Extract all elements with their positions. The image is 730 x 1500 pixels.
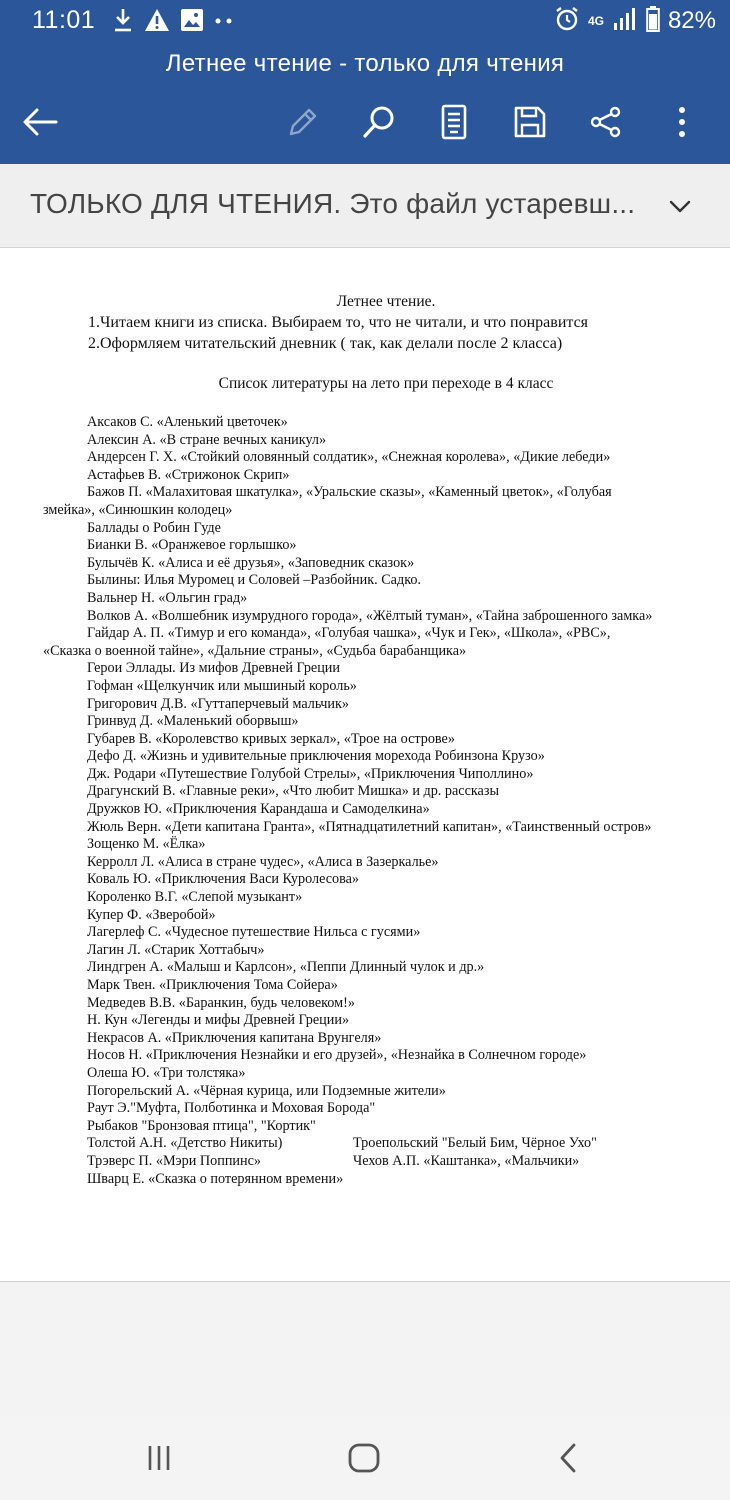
app-header: [0, 0, 730, 164]
list-item: [0, 977, 730, 995]
status-left-icons: [112, 8, 234, 36]
list-item-text: Зощенко М. «Ёлка»: [87, 836, 206, 853]
list-item-text: Жюль Верн. «Дети капитана Гранта», «Пятнадцатилетний капитан», «Таинственный остров»: [87, 818, 652, 835]
list-item-text: Лагин Л. «Старик Хоттабыч»: [87, 941, 265, 958]
list-item: [0, 1100, 730, 1118]
list-item: [0, 1118, 730, 1136]
list-item-text: Драгунский В. «Главные реки», «Что любит Мишка» и др. рассказы: [87, 783, 499, 800]
list-item: [0, 1083, 730, 1101]
lte-icon: [588, 15, 604, 27]
more-vert-icon: [677, 106, 687, 138]
home-icon: [347, 1441, 381, 1475]
list-item-text: Марк Твен. «Приключения Тома Сойера»: [87, 977, 338, 993]
pencil-icon: [285, 104, 321, 140]
list-item-text-second-column: Чехов А.П. «Каштанка», «Мальчики»: [353, 1152, 580, 1169]
list-item-text: Короленко В.Г. «Слепой музыкант»: [87, 889, 303, 906]
list-item-text: Былины: Илья Муромец и Соловей –Разбойник. Садко.: [87, 572, 422, 589]
search-button[interactable]: [357, 100, 401, 144]
list-item: [0, 660, 730, 678]
document-page[interactable]: [0, 248, 730, 1282]
list-item-text: Шварц Е. «Сказка о потерянном времени»: [87, 1170, 344, 1187]
reading-view-icon: [439, 104, 469, 140]
list-item: [0, 748, 730, 766]
list-item: [0, 467, 730, 485]
list-item: [0, 1047, 730, 1065]
list-item-text: Герои Эллады. Из мифов Древней Греции: [87, 660, 340, 677]
list-item: [0, 432, 730, 450]
list-item-text: Волков А. «Волшебник изумрудного города», «Жёлтый туман», «Тайна заброшенного замка»: [87, 607, 653, 624]
list-item-text: Линдгрен А. «Малыш и Карлсон», «Пеппи Длинный чулок и др.»: [87, 959, 485, 976]
signal-icon: [612, 7, 638, 36]
list-item: [0, 1030, 730, 1048]
list-item-text: Рыбаков "Бронзовая птица", "Кортик": [87, 1117, 316, 1134]
battery-level: 82%: [667, 7, 716, 34]
list-item: [0, 643, 730, 661]
document-heading: Летнее чтение.: [336, 293, 436, 310]
back-button[interactable]: [18, 100, 62, 144]
list-item: [0, 608, 730, 626]
home-button[interactable]: [344, 1438, 384, 1478]
list-item: [0, 959, 730, 977]
edit-button[interactable]: [281, 100, 325, 144]
banner-text: ТОЛЬКО ДЛЯ ЧТЕНИЯ. Это файл устаревш...: [30, 188, 636, 219]
list-item-text: Лагерлеф С. «Чудесное путешествие Нильса с гусями»: [87, 924, 421, 941]
list-item: [0, 572, 730, 590]
list-item-text: Алексин А. «В стране вечных каникул»: [87, 431, 327, 448]
list-item-text: Григорович Д.В. «Гуттаперчевый мальчик»: [87, 695, 349, 712]
book-list: [0, 414, 730, 1188]
share-icon: [589, 105, 623, 139]
list-item: [0, 801, 730, 819]
back-arrow-icon: [22, 107, 58, 137]
list-item: [0, 783, 730, 801]
list-item: [0, 696, 730, 714]
list-item: [0, 995, 730, 1013]
list-item: [0, 924, 730, 942]
network-type: 4G: [587, 14, 604, 28]
share-button[interactable]: [584, 100, 628, 144]
back-icon: [556, 1441, 580, 1475]
read-only-banner[interactable]: [0, 164, 730, 248]
list-item-text: Олеша Ю. «Три толстяка»: [87, 1064, 246, 1081]
list-item-text: Дефо Д. «Жизнь и удивительные приключения морехода Робинзона Крузо»: [87, 748, 545, 765]
list-item-text: Губарев В. «Королевство кривых зеркал», «Трое на острове»: [87, 730, 455, 747]
list-item: [0, 889, 730, 907]
list-item: [0, 625, 730, 643]
download-icon: [112, 7, 134, 38]
list-item-text: «Сказка о военной тайне», «Дальние страны», «Судьба барабанщика»: [43, 642, 467, 659]
list-item: [0, 871, 730, 889]
list-item-text: Трэверс П. «Мэри Поппинс»: [87, 1152, 261, 1169]
list-item: [0, 678, 730, 696]
list-item: [0, 449, 730, 467]
list-item-text: Некрасов А. «Приключения капитана Врунгеля»: [87, 1029, 382, 1046]
list-item-text: Булычёв К. «Алиса и её друзья», «Заповедник сказок»: [87, 554, 415, 571]
list-item: [0, 1153, 730, 1171]
list-item: [0, 836, 730, 854]
list-item: [0, 1171, 730, 1189]
list-item-text: Гофман «Щелкунчик или мышиный король»: [87, 677, 357, 694]
list-item: [0, 942, 730, 960]
list-item: [0, 484, 730, 502]
alarm-icon: [554, 6, 580, 37]
list-item: [0, 590, 730, 608]
reading-view-button[interactable]: [432, 100, 476, 144]
list-item-text: Баллады о Робин Гуде: [87, 519, 221, 536]
list-item: [0, 537, 730, 555]
list-item-text: Астафьев В. «Стрижонок Скрип»: [87, 466, 290, 483]
list-item-text: Андерсен Г. Х. «Стойкий оловянный солдатик», «Снежная королева», «Дикие лебеди»: [87, 449, 611, 466]
status-right-icons: [554, 6, 716, 36]
system-nav-bar: [0, 1416, 730, 1500]
list-item-text: Носов Н. «Приключения Незнайки и его друзей», «Незнайка в Солнечном городе»: [87, 1047, 587, 1064]
list-item: [0, 1012, 730, 1030]
instruction-step-1: 1.Читаем книги из списка. Выбираем то, что не читали, и что понравится: [88, 314, 589, 331]
list-item-text: Аксаков С. «Аленький цветочек»: [87, 414, 288, 430]
document-title: Летнее чтение - только для чтения: [165, 50, 565, 77]
list-item: [0, 731, 730, 749]
back-nav-button[interactable]: [548, 1438, 588, 1478]
list-item-text: Погорельский А. «Чёрная курица, или Подземные жители»: [87, 1082, 446, 1099]
list-item-text: Дж. Родари «Путешествие Голубой Стрелы», «Приключения Чиполлино»: [87, 765, 534, 782]
list-item-text: Керролл Л. «Алиса в стране чудес», «Алиса в Зазеркалье»: [87, 853, 439, 870]
warning-icon: [144, 8, 170, 37]
list-item-text: Н. Кун «Легенды и мифы Древней Греции»: [87, 1012, 350, 1029]
list-item-text: змейка», «Синюшкин колодец»: [43, 501, 233, 518]
recent-apps-icon: [144, 1443, 174, 1473]
list-item: [0, 907, 730, 925]
battery-icon: [646, 6, 660, 37]
list-item-text: Дружков Ю. «Приключения Карандаша и Самоделкина»: [87, 801, 430, 818]
save-icon: [513, 105, 547, 139]
list-item-text: Бажов П. «Малахитовая шкатулка», «Уральские сказы», «Каменный цветок», «Голубая: [87, 484, 612, 501]
list-item-text: Толстой А.Н. «Детство Никиты): [87, 1135, 283, 1152]
list-item-text: Коваль Ю. «Приключения Васи Куролесова»: [87, 871, 360, 888]
list-item: [0, 713, 730, 731]
search-icon: [361, 104, 397, 140]
list-item-text: Вальнер Н. «Ольгин град»: [87, 589, 248, 606]
save-button[interactable]: [508, 100, 552, 144]
more-dots-icon: [214, 13, 234, 31]
instruction-step-2: 2.Оформляем читательский дневник ( так, как делали после 2 класса): [88, 335, 563, 352]
list-item-text-second-column: Троепольский "Белый Бим, Чёрное Ухо": [353, 1135, 597, 1152]
status-time: 11:01: [32, 6, 96, 34]
list-item-text: Медведев В.В. «Баранкин, будь человеком!»: [87, 994, 355, 1011]
list-item: [0, 414, 730, 432]
list-item: [0, 819, 730, 837]
list-item: [0, 766, 730, 784]
list-item: [0, 1065, 730, 1083]
chevron-down-icon[interactable]: [666, 192, 694, 220]
list-item-text: Гринвуд Д. «Маленький оборвыш»: [87, 713, 299, 730]
status-bar: [0, 0, 730, 44]
more-options-button[interactable]: [660, 100, 704, 144]
list-item-text: Бианки В. «Оранжевое горлышко»: [87, 537, 297, 554]
recent-apps-button[interactable]: [139, 1438, 179, 1478]
list-item: [0, 520, 730, 538]
list-title: Список литературы на лето при переходе в 4 класс: [218, 375, 554, 392]
image-icon: [180, 8, 204, 37]
list-item: [0, 1135, 730, 1153]
list-item-text: Купер Ф. «Зверобой»: [87, 906, 216, 923]
list-item: [0, 854, 730, 872]
list-item: [0, 502, 730, 520]
list-item-text: Раут Э."Муфта, Полботинка и Моховая Борода": [87, 1100, 376, 1117]
list-item: [0, 555, 730, 573]
list-item-text: Гайдар А. П. «Тимур и его команда», «Голубая чашка», «Чук и Гек», «Школа», «РВС»,: [87, 625, 611, 642]
